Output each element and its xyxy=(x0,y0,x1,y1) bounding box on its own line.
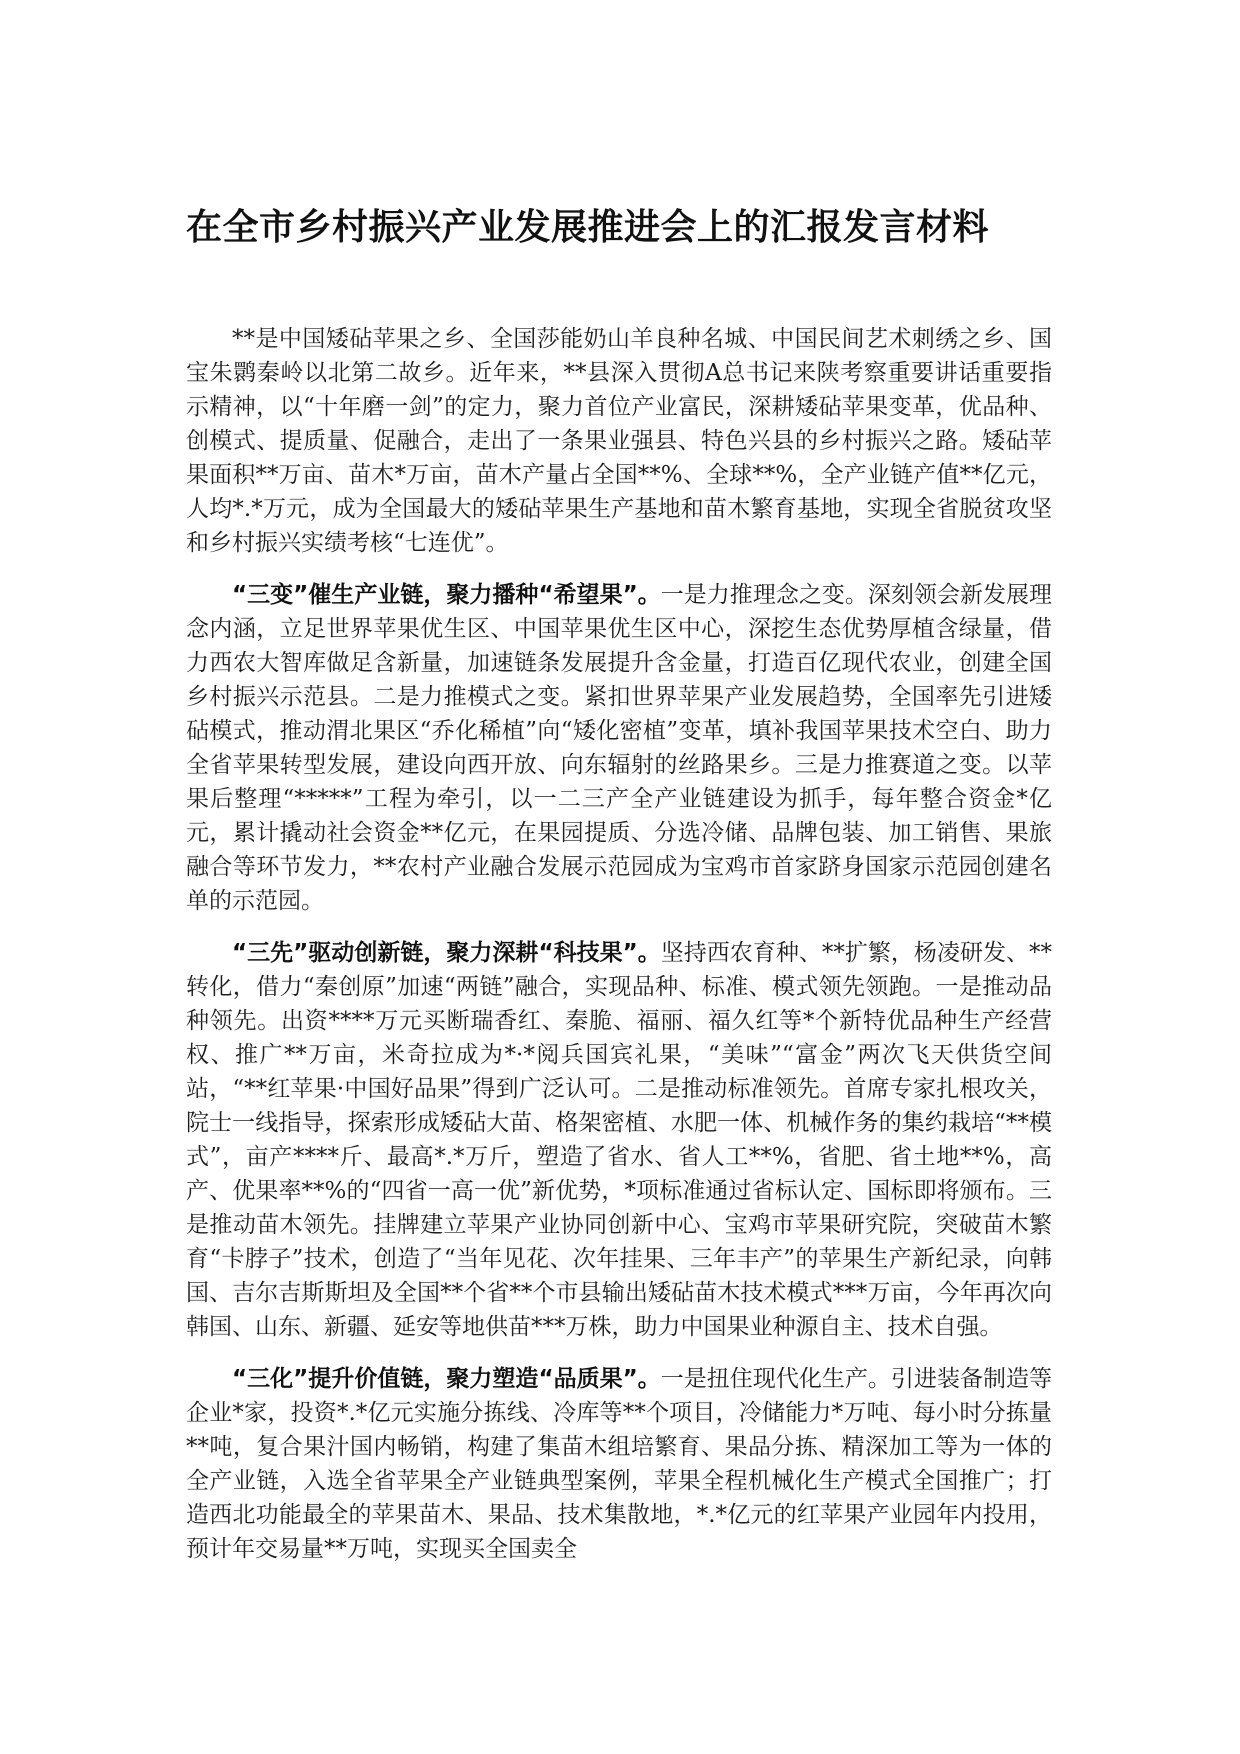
document-title: 在全市乡村振兴产业发展推进会上的汇报发言材料 xyxy=(186,207,990,248)
paragraph-intro xyxy=(186,322,1052,560)
paragraph-text: **是中国矮砧苹果之乡、全国莎能奶山羊良种名城、中国民间艺术刺绣之乡、国宝朱鹮秦岭以北第二故乡。近年来，**县深入贯彻A总书记来陕考察重要讲话重要指示精神，以“十年磨一剑”的定力，聚力首位产业富民，深耕矮砧苹果变革，优品种、创模式、提质量、促融合，走出了一条果业强县、特色兴县的乡村振兴之路。矮砧苹果面积**万亩、苗木*万亩，苗木产量占全国**%、全球**%，全产业链产值**亿元，人均*.*万元，成为全国最大的矮砧苹果生产基地和苗木繁育基地，实现全省脱贫攻坚和乡村振兴实绩考核“七连优”。 xyxy=(186,326,1052,556)
paragraph-three-firsts xyxy=(186,936,1052,1344)
paragraph-text: 一是力推理念之变。深刻领会新发展理念内涵，立足世界苹果优生区、中国苹果优生区中心，深挖生态优势厚植含绿量，借力西农大智库做足含新量，加速链条发展提升含金量，打造百亿现代农业，创建全国乡村振兴示范县。二是力推模式之变。紧扣世界苹果产业发展趋势，全国率先引进矮砧模式，推动渭北果区“乔化稀植”向“矮化密植”变革，填补我国苹果技术空白、助力全省苹果转型发展，建设向西开放、向东辐射的丝路果乡。三是力推赛道之变。以苹果后整理“*****”工程为牵引，以一二三产全产业链建设为抓手，每年整合资金*亿元，累计撬动社会资金**亿元，在果园提质、分选冷储、品牌包装、加工销售、果旅融合等环节发力，**农村产业融合发展示范园成为宝鸡市首家跻身国家示范园创建名单的示范园。 xyxy=(186,582,1053,914)
paragraph-lead-heading: “三变”催生产业链，聚力播种“希望果”。 xyxy=(232,582,661,608)
document-body xyxy=(186,322,1052,1584)
paragraph-three-transformations xyxy=(186,1362,1052,1566)
paragraph-lead-heading: “三化”提升价值链，聚力塑造“品质果”。 xyxy=(232,1366,661,1392)
paragraph-text: 一是扭住现代化生产。引进装备制造等企业*家，投资*.*亿元实施分拣线、冷库等**个项目，冷储能力*万吨、每小时分拣量**吨，复合果汁国内畅销，构建了集苗木组培繁育、果品分拣、精深加工等为一体的全产业链，入选全省苹果全产业链典型案例，苹果全程机械化生产模式全国推广；打造西北功能最全的苹果苗木、果品、技术集散地，*.*亿元的红苹果产业园年内投用，预计年交易量**万吨，实现买全国卖全 xyxy=(186,1366,1053,1562)
paragraph-lead-heading: “三先”驱动创新链，聚力深耕“科技果”。 xyxy=(232,940,661,966)
paragraph-three-changes xyxy=(186,578,1052,918)
paragraph-text: 坚持西农育种、**扩繁，杨凌研发、**转化，借力“秦创原”加速“两链”融合，实现品种、标准、模式领先领跑。一是推动品种领先。出资****万元买断瑞香红、秦脆、福丽、福久红等*个新特优品种生产经营权、推广**万亩，米奇拉成为*·*阅兵国宾礼果，“美味”“富金”两次飞天供货空间站，“**红苹果·中国好品果”得到广泛认可。二是推动标准领先。首席专家扎根攻关，院士一线指导，探索形成矮砧大苗、格架密植、水肥一体、机械作务的集约栽培“**模式”，亩产****斤、最高*.*万斤，塑造了省水、省人工**%，省肥、省土地**%，高产、优果率**%的“四省一高一优”新优势，*项标准通过省标认定、国标即将颁布。三是推动苗木领先。挂牌建立苹果产业协同创新中心、宝鸡市苹果研究院，突破苗木繁育“卡脖子”技术，创造了“当年见花、次年挂果、三年丰产”的苹果生产新纪录，向韩国、吉尔吉斯斯坦及全国**个省**个市县输出矮砧苗木技术模式***万亩，今年再次向韩国、山东、新疆、延安等地供苗***万株，助力中国果业种源自主、技术自强。 xyxy=(186,940,1053,1340)
